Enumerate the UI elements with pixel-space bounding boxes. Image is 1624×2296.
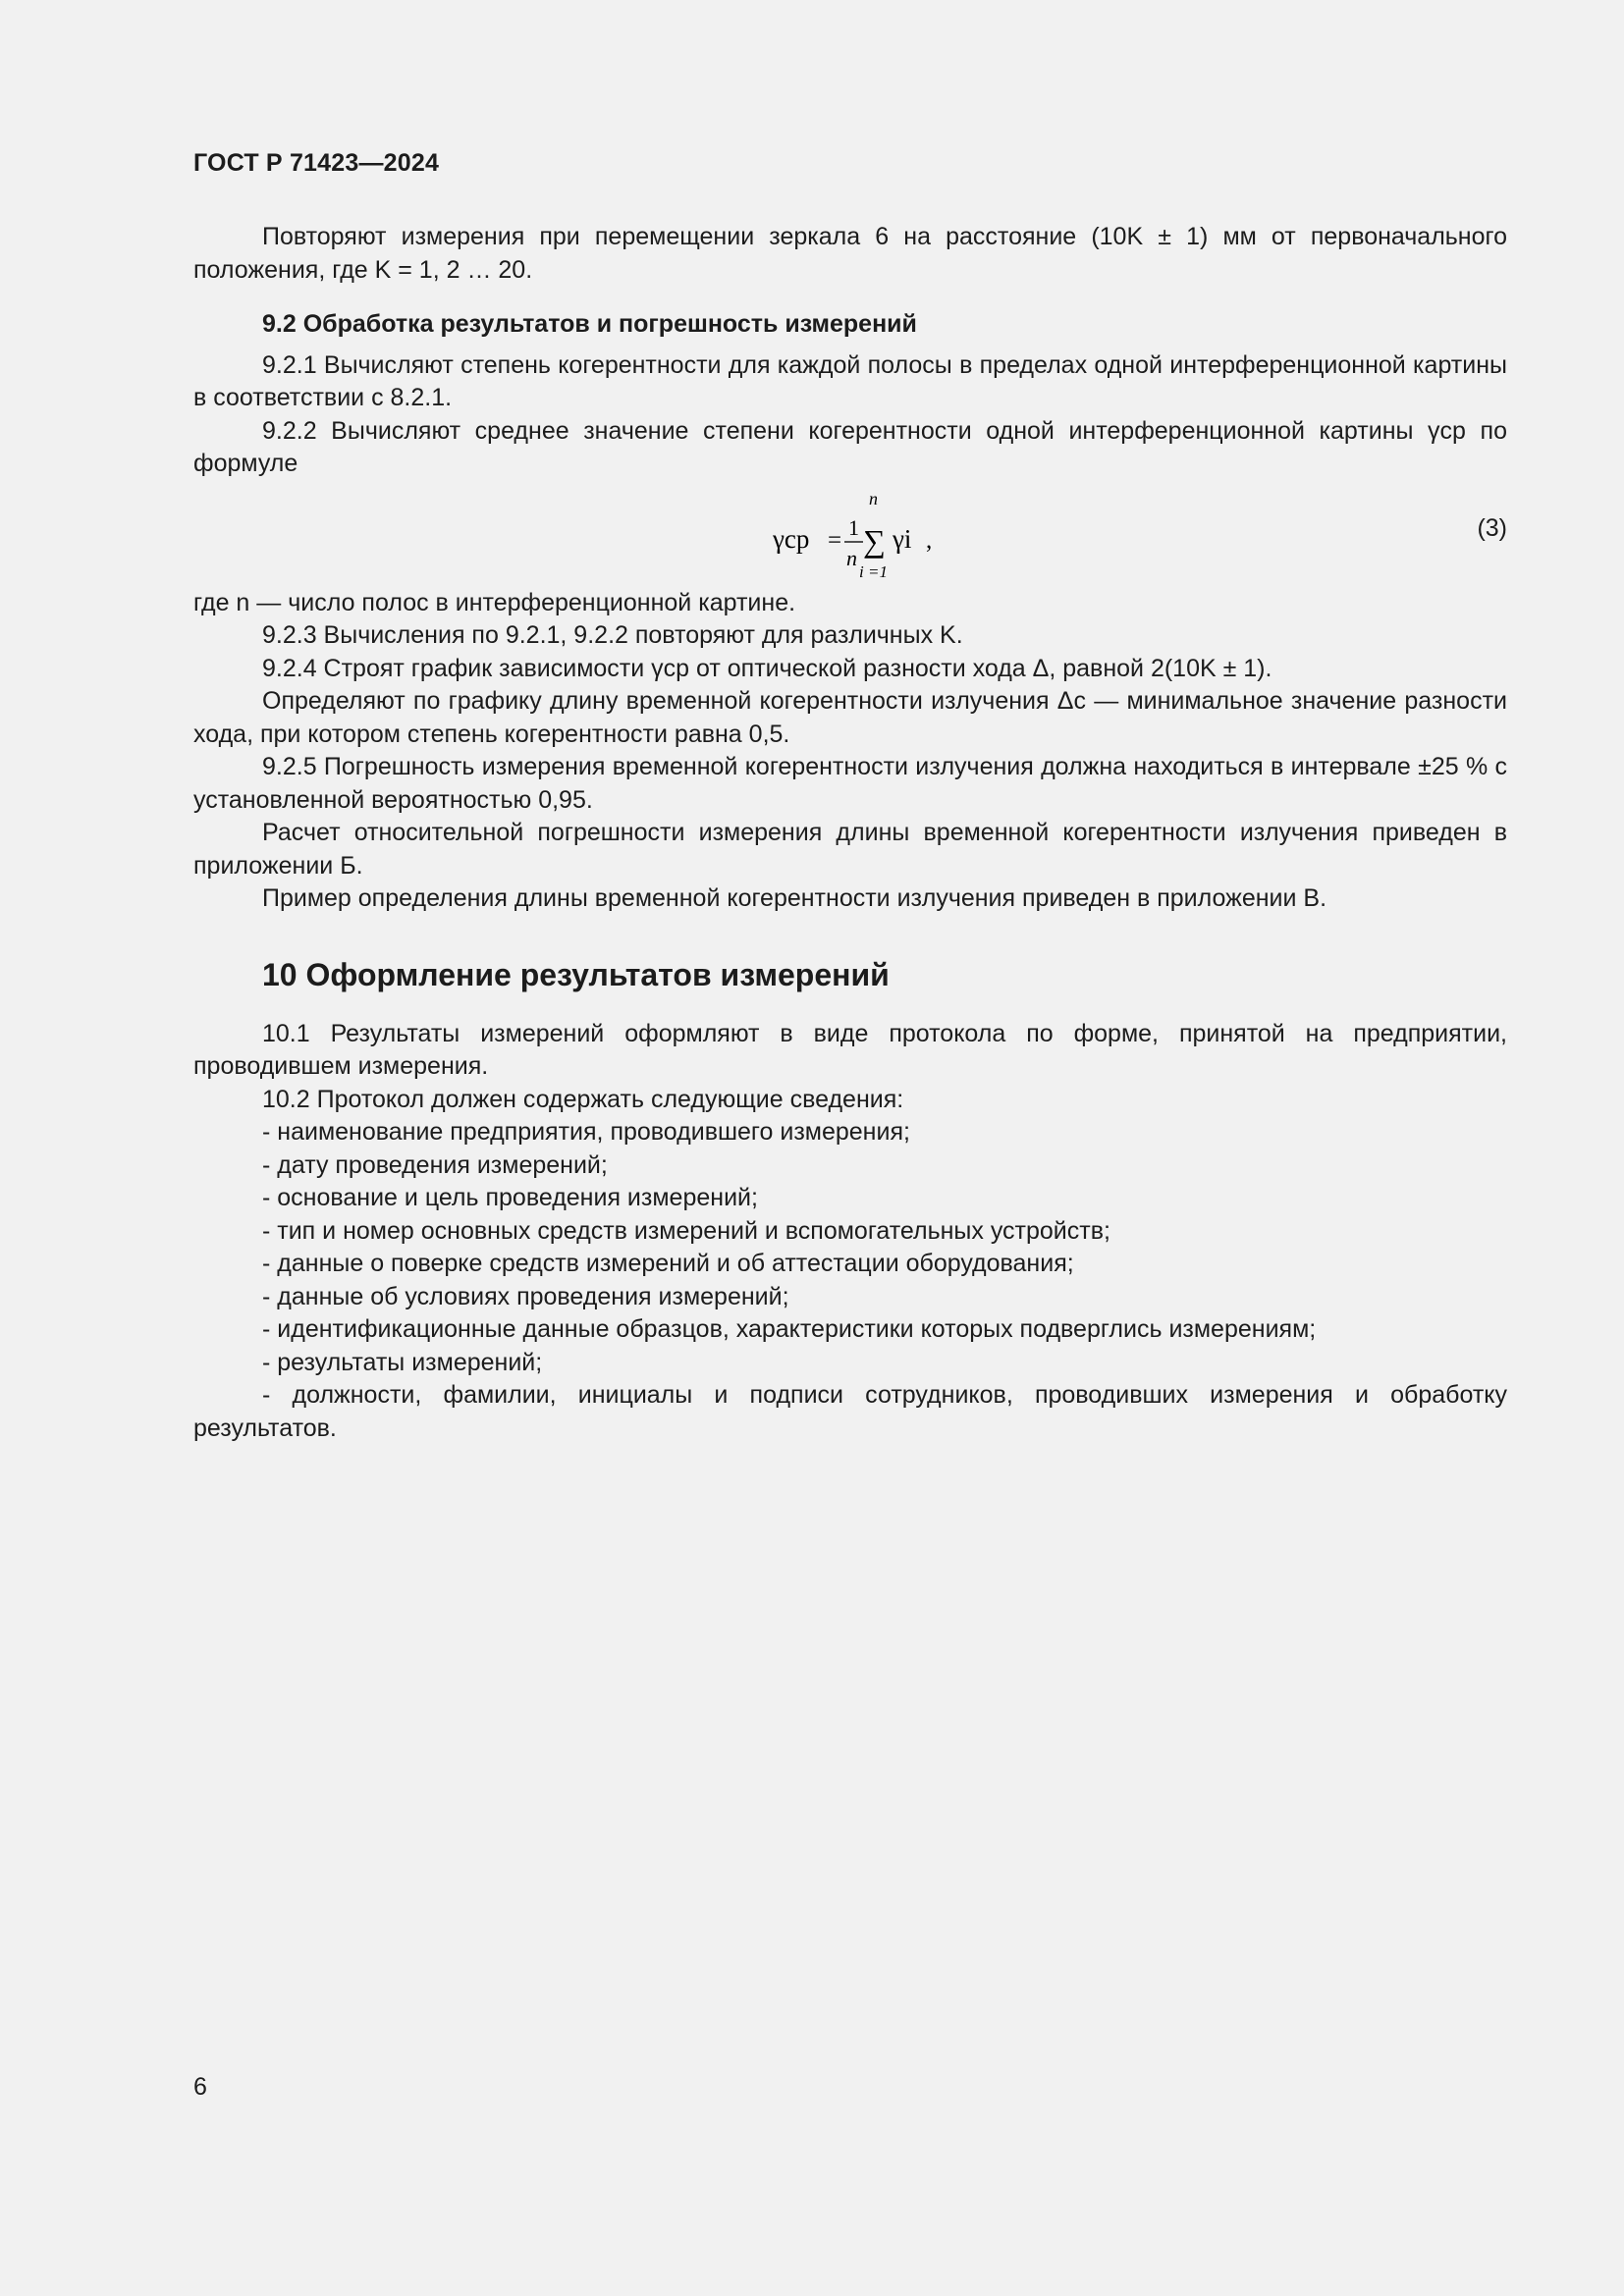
section-10-heading: 10 Оформление результатов измерений xyxy=(262,956,890,992)
formula-lhs: γcp xyxy=(773,523,810,554)
list-item: - результаты измерений; xyxy=(262,1348,543,1376)
list-item: - дату проведения измерений; xyxy=(262,1150,608,1179)
paragraph-9-2-1: 9.2.1 Вычисляют степень когерентности для каждой полосы в пределах одной интерференционной картины в соответствии с 8.2.1. xyxy=(193,350,1507,411)
formula-numerator: 1 xyxy=(848,514,859,540)
document-body xyxy=(193,221,1507,1445)
list-item: - основание и цель проведения измерений; xyxy=(262,1184,758,1211)
list-item: - должности, фамилии, инициалы и подписи сотрудников, проводивших измерения и обработку результатов. xyxy=(193,1381,1507,1442)
paragraph-10-1: 10.1 Результаты измерений оформляют в виде протокола по форме, принятой на предприятии, проводившем измерения. xyxy=(193,1019,1507,1080)
paragraph-9-2-4: 9.2.4 Строят график зависимости γcp от оптической разности хода Δ, равной 2(10K ± 1). xyxy=(262,654,1272,682)
paragraph-9-2-5: 9.2.5 Погрешность измерения временной когерентности излучения должна находиться в интервале ±25 % с установленной вероятностью 0,95. xyxy=(193,753,1507,814)
paragraph-mirror-displacement: Повторяют измерения при перемещении зеркала 6 на расстояние (10K ± 1) мм от первоначального положения, где K = 1, 2 … 20. xyxy=(193,223,1507,284)
document-header: ГОСТ Р 71423—2024 xyxy=(193,149,440,177)
formula-3 xyxy=(193,481,1507,587)
paragraph-where-n: где n — число полос в интерференционной картине. xyxy=(193,588,796,616)
formula-sigma: ∑ xyxy=(863,522,886,559)
paragraph-10-2: 10.2 Протокол должен содержать следующие сведения: xyxy=(262,1085,904,1113)
formula-sum-lower: i =1 xyxy=(859,561,888,581)
page-number: 6 xyxy=(193,2073,207,2101)
paragraph-9-2-3: 9.2.3 Вычисления по 9.2.1, 9.2.2 повторяют для различных K. xyxy=(262,621,963,649)
paragraph-coherence-length: Определяют по графику длину временной когерентности излучения Δc — минимальное значение разности хода, при котором степень когерентности равна 0,5. xyxy=(193,687,1507,748)
section-9-2-heading: 9.2 Обработка результатов и погрешность измерений xyxy=(262,310,917,338)
paragraph-appendix-b: Расчет относительной погрешности измерения длины временной когерентности излучения приведен в приложении Б. xyxy=(193,819,1507,880)
list-item: - тип и номер основных средств измерений и вспомогательных устройств; xyxy=(262,1216,1110,1245)
list-item: - данные о поверке средств измерений и об аттестации оборудования; xyxy=(262,1250,1074,1277)
formula-comma: , xyxy=(926,526,933,554)
formula-sum-upper: n xyxy=(869,488,878,508)
formula-graphic xyxy=(773,481,969,587)
list-item: - идентификационные данные образцов, характеристики которых подверглись измерениям; xyxy=(262,1315,1317,1343)
list-item: - данные об условиях проведения измерений; xyxy=(262,1282,789,1310)
formula-denominator: n xyxy=(846,545,857,570)
paragraph-appendix-v: Пример определения длины временной когерентности излучения приведен в приложении В. xyxy=(262,884,1327,912)
formula-number: (3) xyxy=(1477,513,1507,542)
protocol-contents-list xyxy=(193,1116,1507,1445)
formula-term: γi xyxy=(893,523,912,554)
list-item: - наименование предприятия, проводившего измерения; xyxy=(262,1118,910,1146)
paragraph-9-2-2: 9.2.2 Вычисляют среднее значение степени когерентности одной интерференционной картины γcp по формуле xyxy=(193,416,1507,477)
formula-equals: = xyxy=(828,526,842,554)
